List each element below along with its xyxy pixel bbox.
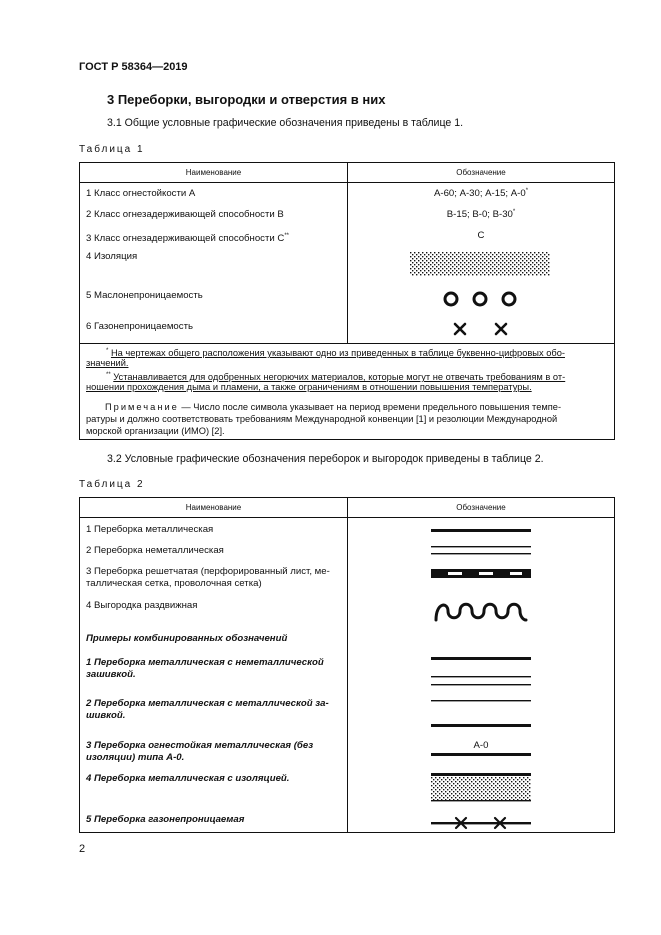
table1-row-2-name: 2 Класс огнезадерживающей способности В [86,209,284,220]
paragraph-3-1: 3.1 Общие условные графические обозначения приведены в таблице 1. [107,117,464,129]
example-1-name: 1 Переборка металлическая с неметаллической [86,657,324,668]
table2-caption: Таблица 2 [79,479,145,490]
footnote-1-cont: значений. [86,358,129,368]
example-2-name: 2 Переборка металлическая с металлической за- [86,698,329,709]
table1-row-4-name: 4 Изоляция [86,251,138,262]
table1-row-1-symbol: А-60; А-30; А-15; А-0* [433,188,529,200]
table1-row-6-name: 6 Газонепроницаемость [86,321,193,332]
insulated-bulkhead-icon [431,773,531,803]
example-5-name: 5 Переборка газонепроницаемая [86,814,245,825]
table1-row-3-symbol: С [477,230,485,241]
table1-names-cell [80,183,348,344]
table1-row-3-name: 3 Класс огнезадерживающей способности С** [86,233,289,245]
footnote-2: ** Устанавливается для одобренных негорючих материалов, которые могут не отвечать требованиям в от- [106,372,566,383]
example-2-name-cont: шивкой. [86,710,126,721]
table2-row-3-name: 3 Переборка решетчатая (перфорированный лист, ме- [86,566,330,577]
footnote-mark: * [512,209,516,215]
table1-header-symbol: Обозначение [348,163,615,183]
double-line-icon [431,546,531,556]
example-3-symbol-label: А-0 [473,740,489,751]
table2-header-name: Наименование [80,498,348,518]
examples-heading: Примеры комбинированных обозначений [86,633,288,644]
table1-note-line-2: ратуры и должно соответствовать требованиям Международной конвенции [1] и резолюции Международной [86,414,558,424]
table2-header-symbol: Обозначение [348,498,615,518]
footnote-1: * На чертежах общего расположения указывают одно из приведенных в таблице буквенно-цифровых обо- [106,348,565,359]
table1-note: Примечание — Число после символа указывает на период времени предельного повышения темпе- [105,402,562,412]
two-crosses-icon [453,322,513,336]
table1-note-line-3: морской организации (ИМО) [2]. [86,426,225,436]
table1-row-2-symbol: В-15; В-0; В-30* [446,209,516,221]
stippled-band-icon [410,252,550,276]
footnote-mark: ** [106,372,111,378]
wave-icon [433,598,529,624]
footnote-2-cont: ношении прохождения дыма и пламени, а также ограничениям в отношении повышения температуры. [86,382,532,392]
table1-row-1-name: 1 Класс огнестойкости А [86,188,196,199]
dashed-bar-icon [431,569,531,579]
footnote-mark: * [106,348,109,354]
example-3-name-cont: изоляции) типа А-0. [86,752,185,763]
footnote-mark: * [525,188,529,194]
crossed-line-icon [431,816,531,830]
table2-row-1-name: 1 Переборка металлическая [86,524,214,535]
table1-caption: Таблица 1 [79,144,145,155]
page-number: 2 [79,843,86,855]
thin-over-thick-icon [431,700,531,728]
table2-row-4-name: 4 Выгородка раздвижная [86,600,198,611]
section-title: 3 Переборки, выгородки и отверстия в них [107,92,386,107]
note-label: Примечание [105,402,179,412]
example-4-name: 4 Переборка металлическая с изоляцией. [86,773,290,784]
example-1-name-cont: зашивкой. [86,669,136,680]
table1-header-name: Наименование [80,163,348,183]
document-code: ГОСТ Р 58364—2019 [79,61,188,73]
labelled-thick-line-icon [431,753,531,757]
example-3-name: 3 Переборка огнестойкая металлическая (без [86,740,314,751]
table1-row-5-name: 5 Маслонепроницаемость [86,290,203,301]
paragraph-3-2: 3.2 Условные графические обозначения переборок и выгородок приведены в таблице 2. [107,453,544,465]
footnote-mark: ** [284,233,289,239]
table2-row-2-name: 2 Переборка неметаллическая [86,545,224,556]
thick-line-icon [431,529,531,533]
thick-over-double-icon [431,657,531,687]
three-circles-icon [442,290,532,310]
table2-row-3-name-cont: таллическая сетка, проволочная сетка) [86,578,262,589]
